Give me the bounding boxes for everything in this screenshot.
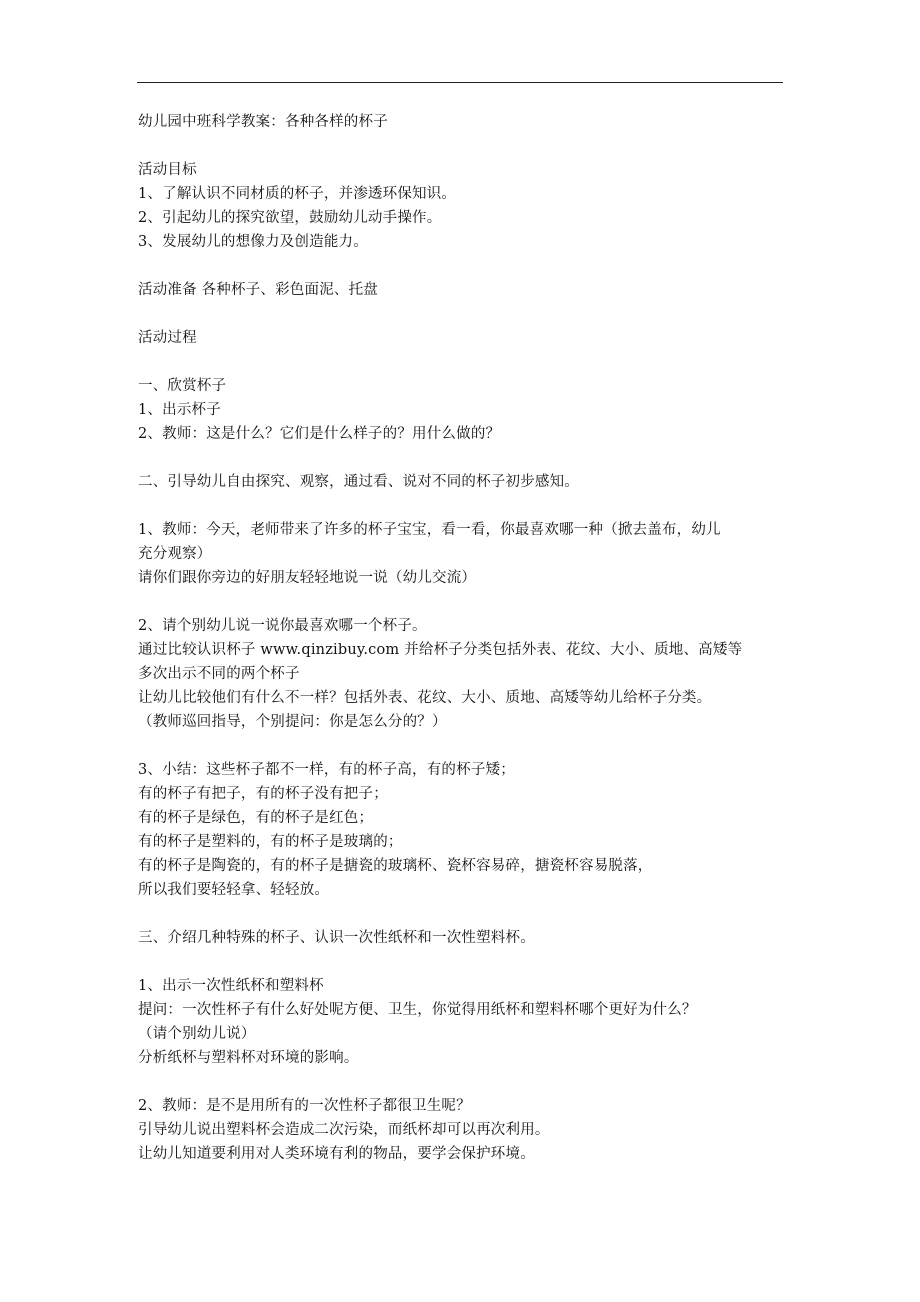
text-line: 活动准备 各种杯子、彩色面泥、托盘 [138,282,379,298]
text-line: 3、小结：这些杯子都不一样，有的杯子高，有的杯子矮； [138,762,515,778]
text-line: 有的杯子有把子，有的杯子没有把子； [138,786,388,802]
paragraph-gap [138,902,788,926]
text-line: 请你们跟你旁边的好朋友轻轻地说一说（幼儿交流） [138,570,477,586]
text-line: 所以我们要轻轻拿、轻轻放。 [138,882,330,898]
text-line: 分析纸杯与塑料杯对环境的影响。 [138,1050,359,1066]
text-line: 提问：一次性杯子有什么好处呢方便、卫生，你觉得用纸杯和塑料杯哪个更好为什么？ [138,1002,697,1018]
text-line: 1、出示一次性纸杯和塑料杯 [138,978,324,994]
text-line: 让幼儿知道要利用对人类环境有利的物品，要学会保护环境。 [138,1146,535,1162]
text-line: （教师巡回指导，个别提问：你是怎么分的？） [138,714,447,730]
paragraph-gap [138,1070,788,1094]
text-line: 通过比较认识杯子 www.qinzibuy.com 并给杯子分类包括外表、花纹、大小、质地、高矮等 [138,642,743,658]
text-line: 三、介绍几种特殊的杯子、认识一次性纸杯和一次性塑料杯。 [138,930,535,946]
text-line: 二、引导幼儿自由探究、观察，通过看、说对不同的杯子初步感知。 [138,474,579,490]
text-line: 引导幼儿说出塑料杯会造成二次污染，而纸杯却可以再次利用。 [138,1122,550,1138]
text-line: 有的杯子是陶瓷的，有的杯子是搪瓷的玻璃杯、瓷杯容易碎，搪瓷杯容易脱落， [138,858,653,874]
text-line: 2、教师：是不是用所有的一次性杯子都很卫生呢？ [138,1098,471,1114]
text-line: 2、请个别幼儿说一说你最喜欢哪一个杯子。 [138,618,427,634]
text-line: 活动过程 [138,330,197,346]
paragraph-gap [138,134,788,158]
text-line: 1、出示杯子 [138,402,221,418]
text-line: 让幼儿比较他们有什么不一样？包括外表、花纹、大小、质地、高矮等幼儿给杯子分类。 [138,690,712,706]
text-line: 2、引起幼儿的探究欲望，鼓励幼儿动手操作。 [138,210,442,226]
text-line: 有的杯子是塑料的，有的杯子是玻璃的； [138,834,403,850]
paragraph-gap [138,446,788,470]
text-line: 1、教师：今天，老师带来了许多的杯子宝宝，看一看，你最喜欢哪一种（掀去盖布，幼儿 [138,522,721,538]
paragraph-gap [138,494,788,518]
text-line: 有的杯子是绿色，有的杯子是红色； [138,810,374,826]
document-title: 幼儿园中班科学教案：各种各样的杯子 [138,114,388,130]
text-line: 一、欣赏杯子 [138,378,227,394]
paragraph-gap [138,950,788,974]
text-line: 充分观察） [138,546,212,562]
text-line: 3、发展幼儿的想像力及创造能力。 [138,234,368,250]
text-line: 活动目标 [138,162,197,178]
header-rule [137,82,783,83]
text-line: （请个别幼儿说） [138,1026,256,1042]
paragraph-gap [138,302,788,326]
text-line: 多次出示不同的两个杯子 [138,666,300,682]
paragraph-gap [138,734,788,758]
text-line: 2、教师：这是什么？它们是什么样子的？用什么做的？ [138,426,501,442]
document-body [138,110,788,1166]
paragraph-gap [138,254,788,278]
paragraph-gap [138,350,788,374]
paragraph-gap [138,590,788,614]
text-line: 1、了解认识不同材质的杯子，并渗透环保知识。 [138,186,457,202]
